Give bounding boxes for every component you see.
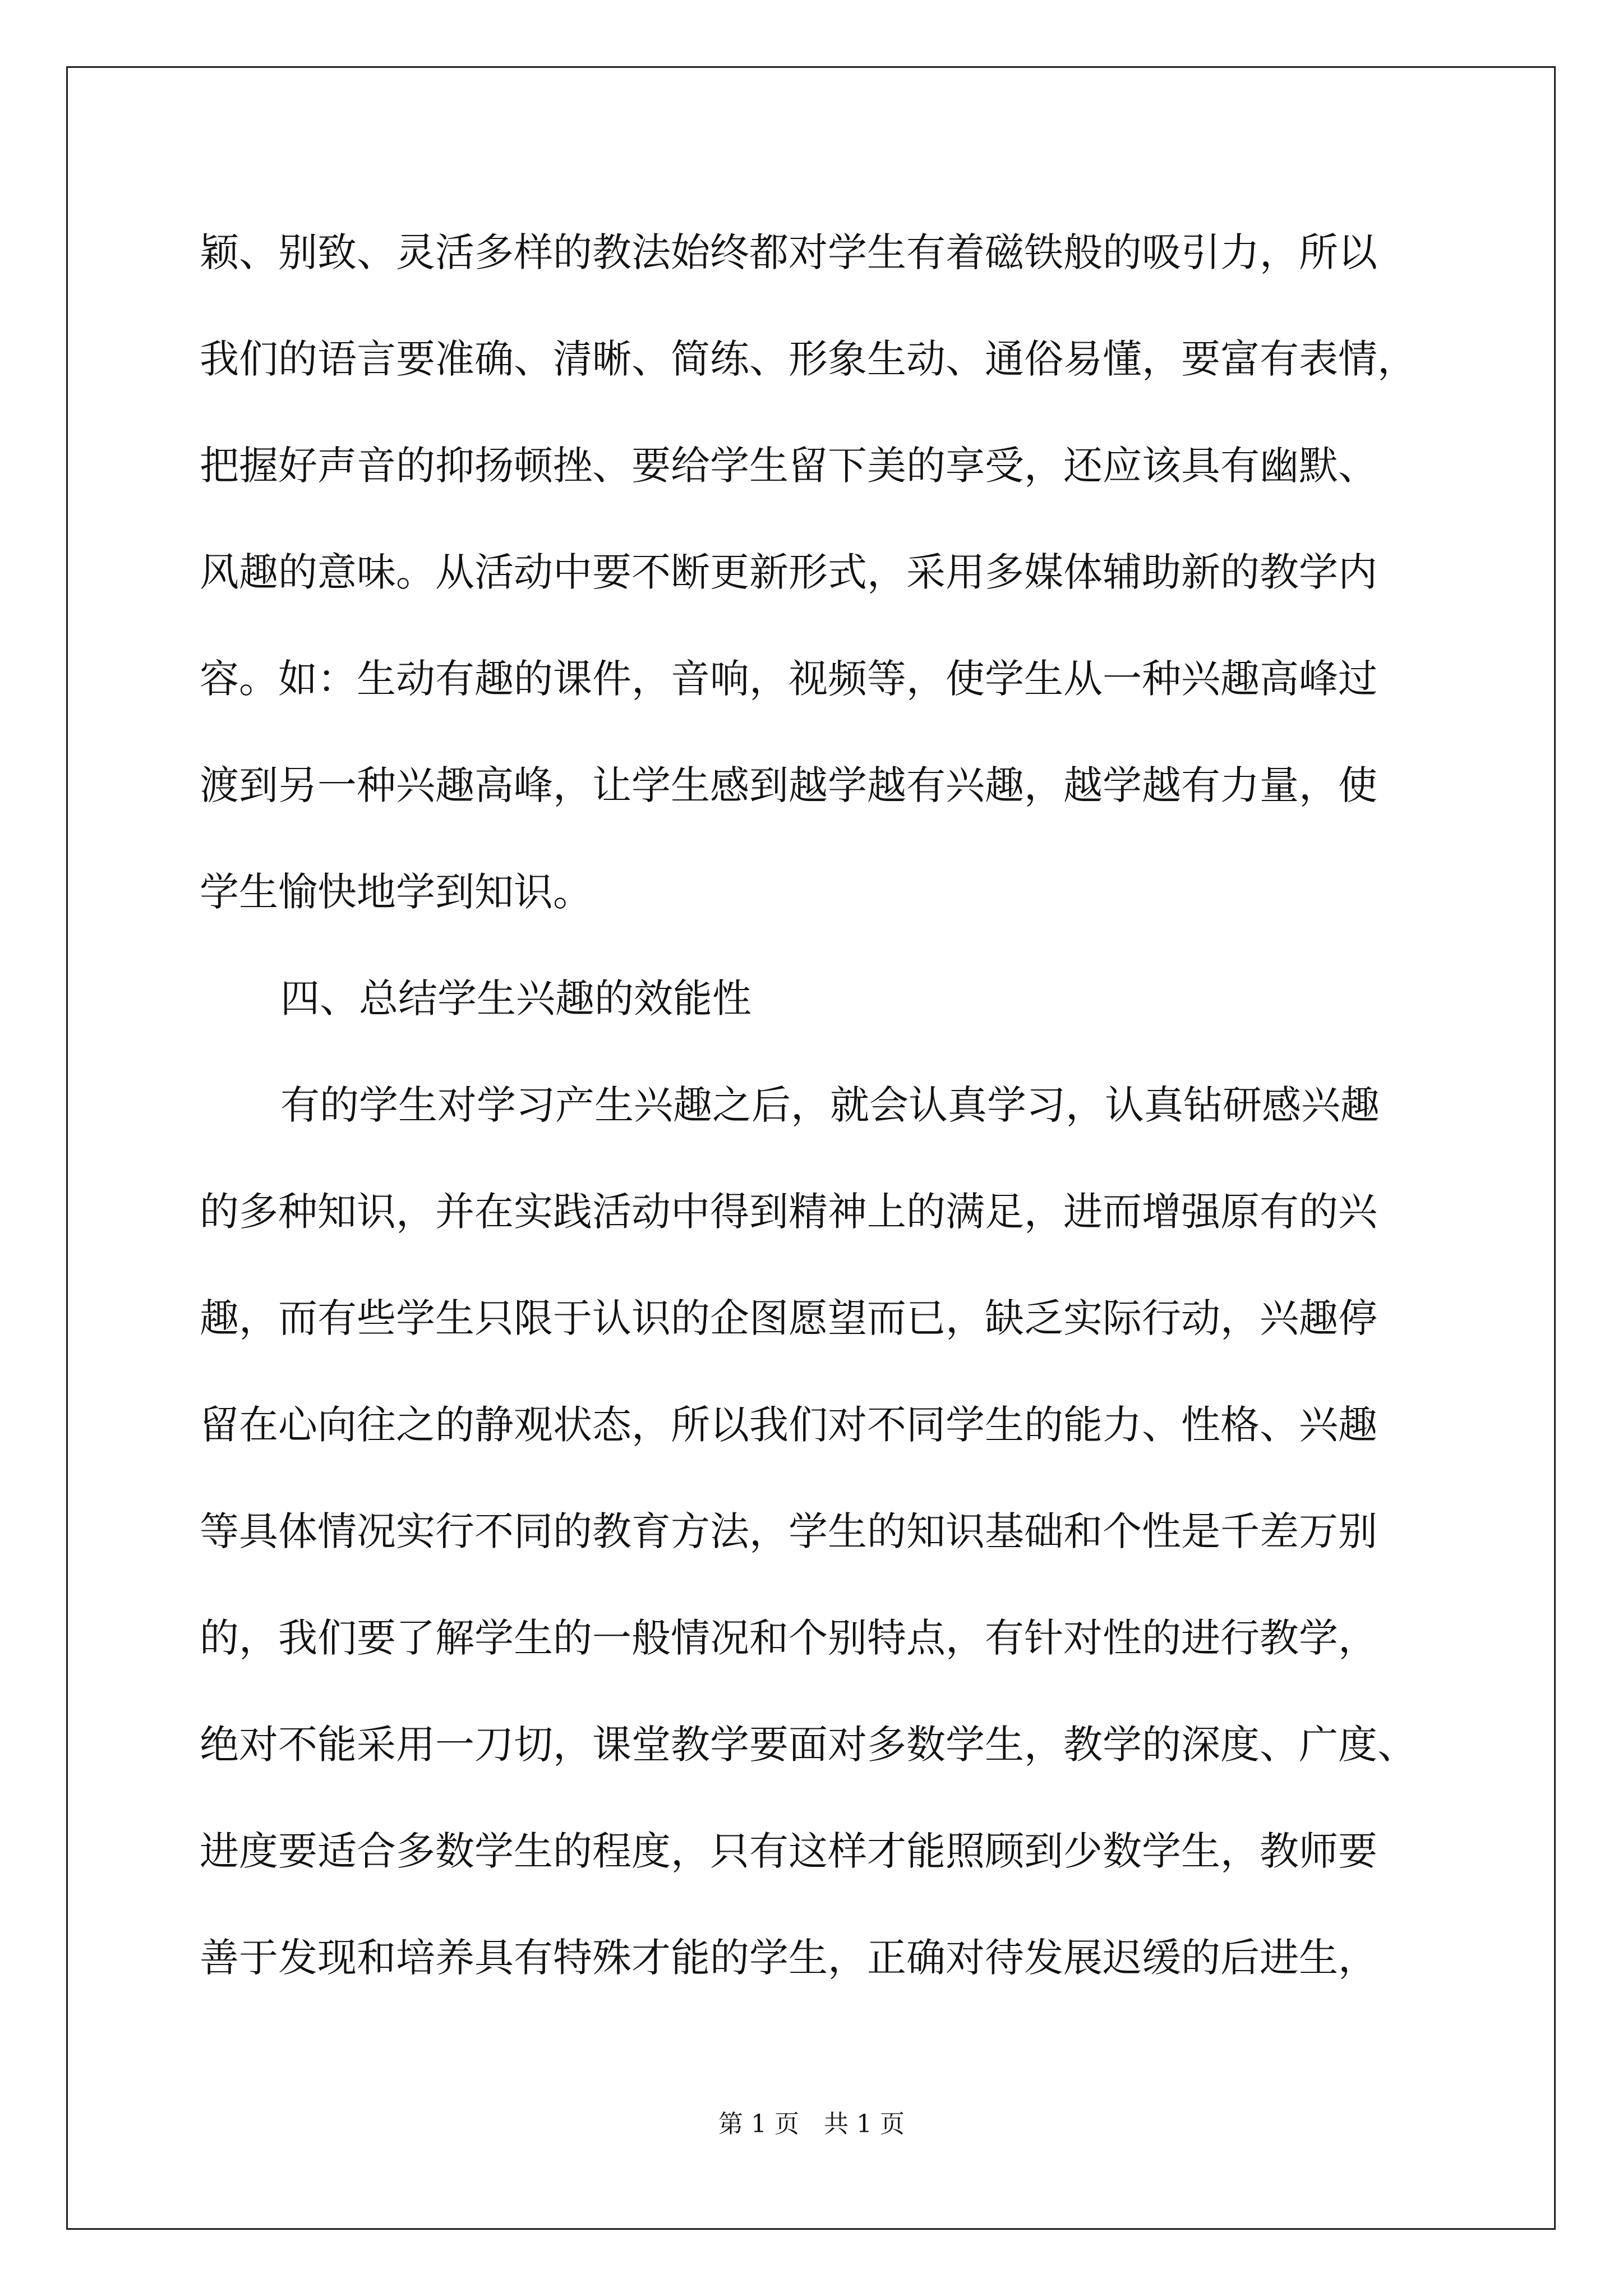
text-line: 我们的语言要准确、清晰、简练、形象生动、通俗易懂，要富有表情， (200, 336, 1417, 382)
text-line: 趣，而有些学生只限于认识的企图愿望而已，缺乏实际行动，兴趣停 (200, 1295, 1377, 1341)
text-line: 进度要适合多数学生的程度，只有这样才能照顾到少数学生，教师要 (200, 1828, 1377, 1874)
text-line: 留在心向往之的静观状态，所以我们对不同学生的能力、性格、兴趣 (200, 1402, 1377, 1448)
text-line: 颖、别致、灵活多样的教法始终都对学生有着磁铁般的吸引力，所以 (200, 229, 1377, 275)
text-line: 善于发现和培养具有特殊才能的学生，正确对待发展迟缓的后进生， (200, 1935, 1377, 1981)
text-line: 绝对不能采用一刀切，课堂教学要面对多数学生，教学的深度、广度、 (200, 1722, 1417, 1768)
text-line: 的多种知识，并在实践活动中得到精神上的满足，进而增强原有的兴 (200, 1189, 1377, 1235)
text-line: 风趣的意味。从活动中要不断更新形式，采用多媒体辅助新的教学内 (200, 549, 1377, 595)
text-line: 把握好声音的抑扬顿挫、要给学生留下美的享受，还应该具有幽默、 (200, 443, 1377, 489)
text-line: 容。如：生动有趣的课件，音响，视频等，使学生从一种兴趣高峰过 (200, 656, 1377, 702)
text-line: 学生愉快地学到知识。 (200, 869, 592, 915)
text-line: 渡到另一种兴趣高峰，让学生感到越学越有兴趣，越学越有力量，使 (200, 762, 1377, 808)
text-line: 的，我们要了解学生的一般情况和个别特点，有针对性的进行教学， (200, 1615, 1377, 1661)
paragraph-first-line: 有的学生对学习产生兴趣之后，就会认真学习，认真钻研感兴趣 (280, 1082, 1380, 1128)
text-line: 等具体情况实行不同的教育方法，学生的知识基础和个性是千差万别 (200, 1508, 1377, 1554)
document-body (200, 208, 1433, 2019)
section-heading: 四、总结学生兴趣的效能性 (280, 976, 751, 1022)
page-number-footer: 第 1 页 共 1 页 (718, 2110, 905, 2138)
